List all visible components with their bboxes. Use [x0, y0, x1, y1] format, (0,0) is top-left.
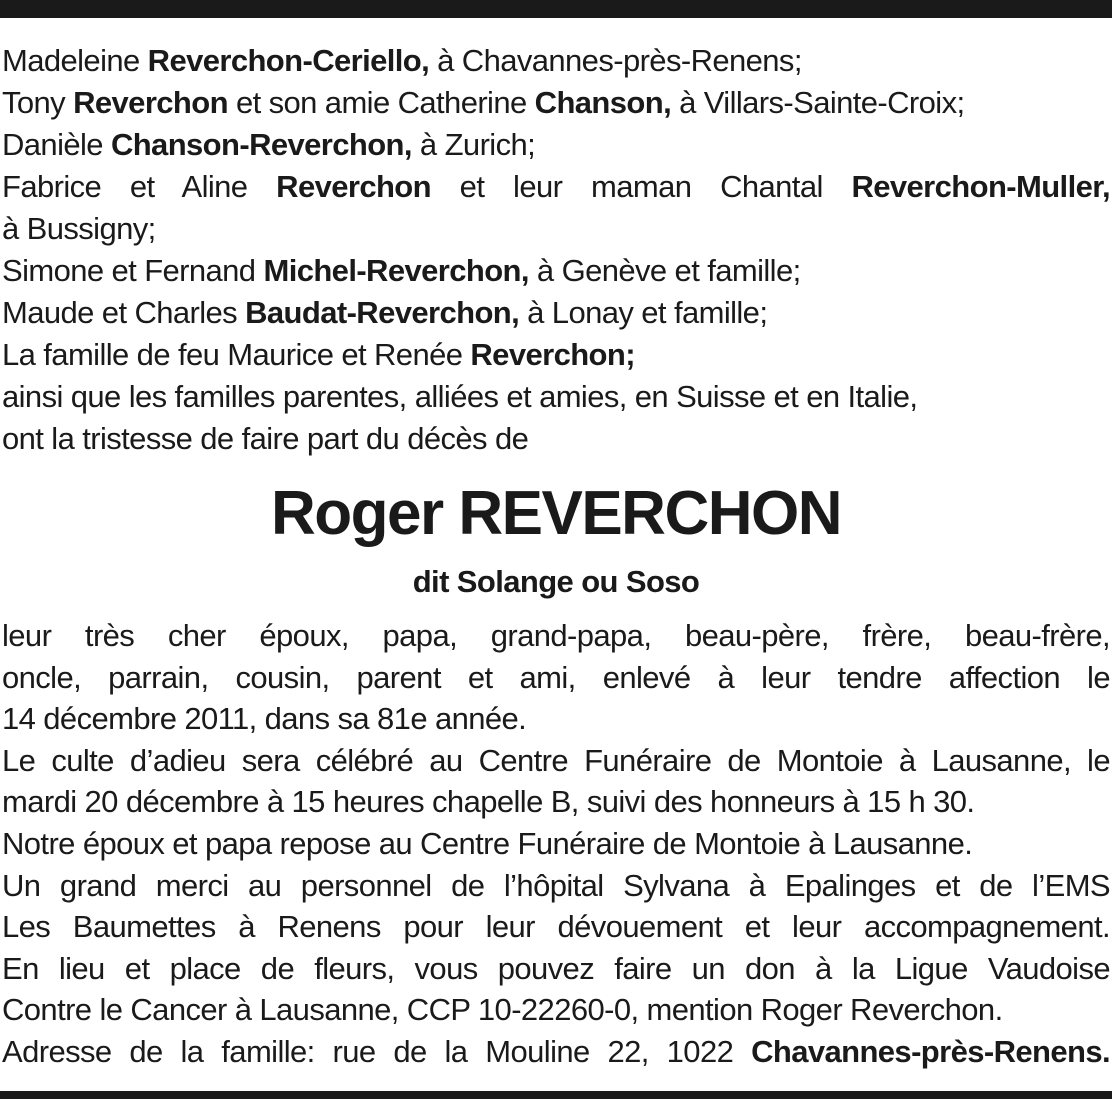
text-segment: et son amie Catherine — [227, 85, 535, 120]
family-line — [2, 166, 1110, 208]
bold-name: Reverchon-Muller, — [851, 169, 1110, 204]
family-line — [2, 250, 1110, 292]
bold-name: Reverchon; — [470, 337, 635, 372]
text-segment: à Bussigny; — [2, 211, 156, 246]
family-line — [2, 418, 1110, 460]
text-segment: Madeleine — [2, 43, 148, 78]
text-segment: Les Baumettes à Renens pour leur dévouement et leur accompagnement. — [2, 909, 1110, 945]
bold-name: Reverchon-Ceriello, — [147, 43, 430, 78]
text-segment: et leur maman Chantal — [430, 169, 852, 204]
text-segment: ont la tristesse de faire part du décès de — [2, 421, 529, 456]
body-line — [2, 698, 1110, 740]
family-line — [2, 40, 1110, 82]
text-segment: Tony — [2, 85, 74, 120]
announcement-body — [2, 615, 1110, 1073]
bold-name: Chanson-Reverchon, — [110, 127, 412, 162]
bold-name: Reverchon — [276, 169, 431, 204]
family-line — [2, 292, 1110, 334]
text-segment: Simone et Fernand — [2, 253, 264, 288]
text-segment: à Zurich; — [411, 127, 536, 162]
text-segment: La famille de feu Maurice et Renée — [2, 337, 471, 372]
family-line — [2, 124, 1110, 166]
deceased-nickname: dit Solange ou Soso — [412, 564, 700, 599]
body-line — [2, 948, 1110, 990]
text-segment: Adresse de la famille: rue de la Mouline 22, 1022 — [2, 1033, 752, 1069]
text-segment: En lieu et place de fleurs, vous pouvez faire un don à la Ligue Vaudoise — [2, 950, 1110, 986]
body-line — [2, 865, 1110, 907]
body-line — [2, 823, 1110, 865]
top-border-rule — [0, 0, 1112, 18]
text-segment: oncle, parrain, cousin, parent et ami, enlevé à leur tendre affection le — [2, 659, 1110, 695]
family-list — [2, 40, 1110, 460]
body-line — [2, 740, 1110, 782]
family-line — [2, 334, 1110, 376]
body-line — [2, 989, 1110, 1031]
text-segment: Notre époux et papa repose au Centre Funéraire de Montoie à Lausanne. — [2, 825, 973, 861]
bold-name: Chavannes-près-Renens. — [751, 1033, 1110, 1069]
bottom-border-rule — [0, 1091, 1112, 1099]
text-segment: Le culte d’adieu sera célébré au Centre Funéraire de Montoie à Lausanne, le — [2, 742, 1110, 778]
text-segment: 14 décembre 2011, dans sa 81e année. — [2, 701, 527, 737]
bold-name: Reverchon — [73, 85, 228, 120]
text-segment: à Lonay et famille; — [519, 295, 768, 330]
family-line — [2, 82, 1110, 124]
text-segment: mardi 20 décembre à 15 heures chapelle B, suivi des honneurs à 15 h 30. — [2, 784, 975, 820]
family-line — [2, 376, 1110, 418]
text-segment: à Villars-Sainte-Croix; — [671, 85, 965, 120]
bold-name: Chanson, — [534, 85, 672, 120]
text-segment: Danièle — [2, 127, 111, 162]
body-line — [2, 615, 1110, 657]
text-segment: à Chavannes-près-Renens; — [429, 43, 802, 78]
bold-name: Baudat-Reverchon, — [245, 295, 520, 330]
deceased-name: Roger REVERCHON — [270, 479, 841, 548]
text-segment: à Genève et famille; — [528, 253, 801, 288]
text-segment: Maude et Charles — [2, 295, 246, 330]
family-line — [2, 208, 1110, 250]
text-segment: ainsi que les familles parentes, alliées et amies, en Suisse et en Italie, — [2, 379, 918, 414]
text-segment: leur très cher époux, papa, grand-papa, beau-père, frère, beau-frère, — [2, 618, 1110, 653]
text-segment: Contre le Cancer à Lausanne, CCP 10-22260-0, mention Roger Reverchon. — [2, 992, 1003, 1028]
text-segment: Un grand merci au personnel de l’hôpital Sylvana à Epalinges et de l’EMS — [2, 867, 1110, 903]
body-line — [2, 781, 1110, 823]
bold-name: Michel-Reverchon, — [263, 253, 529, 288]
text-segment: Fabrice et Aline — [2, 169, 277, 204]
body-line — [2, 1031, 1110, 1073]
body-line — [2, 657, 1110, 699]
body-line — [2, 906, 1110, 948]
